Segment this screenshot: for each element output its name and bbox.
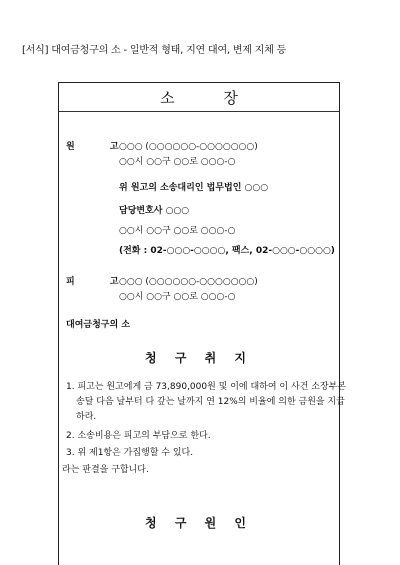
document-title: 소 장 <box>160 88 260 107</box>
defendant-label: 피 고 <box>66 277 135 287</box>
form-caption: [서식] 대여금청구의 소 - 일반적 형태, 지연 대여, 변제 지체 등 <box>22 45 287 56</box>
counsel-firm: 위 원고의 소송대리인 법무법인 ○○○ <box>119 183 269 193</box>
plaintiff-name: ○○○ (○○○○○○-○○○○○○○) <box>119 142 258 152</box>
claim-item-3: 3. 위 제1항은 가집행할 수 있다. <box>66 448 194 458</box>
claim-item-1-line-3: 하라. <box>76 412 97 422</box>
claim-item-1-line-1: 1. 피고는 원고에게 금 73,890,000원 및 이에 대하여 이 사건 소장부본 <box>66 382 346 392</box>
counsel-contact: (전화 : 02-○○○-○○○○, 팩스, 02-○○○-○○○○) <box>119 246 335 256</box>
claim-item-1-line-2: 송달 다음 날부터 다 갚는 날까지 연 12%의 비율에 의한 금원을 지급 <box>76 397 345 407</box>
counsel-address: ○○시 ○○구 ○○로 ○○○-○ <box>119 226 236 236</box>
counsel-attorney: 담당변호사 ○○○ <box>119 206 190 216</box>
defendant-address: ○○시 ○○구 ○○로 ○○○-○ <box>119 292 236 302</box>
case-name: 대여금청구의 소 <box>66 320 130 330</box>
judgment-request: 라는 판결을 구합니다. <box>62 465 149 475</box>
title-bar <box>59 83 339 112</box>
claim-item-2: 2. 소송비용은 피고의 부담으로 한다. <box>66 431 211 441</box>
claim-purpose-heading: 청 구 취 지 <box>145 351 253 365</box>
plaintiff-label: 원 고 <box>66 142 135 152</box>
defendant-name: ○○○ (○○○○○○-○○○○○○○) <box>119 277 258 287</box>
claim-cause-heading: 청 구 원 인 <box>145 516 253 530</box>
plaintiff-address: ○○시 ○○구 ○○로 ○○○-○ <box>119 157 236 167</box>
complaint-document <box>58 82 346 565</box>
